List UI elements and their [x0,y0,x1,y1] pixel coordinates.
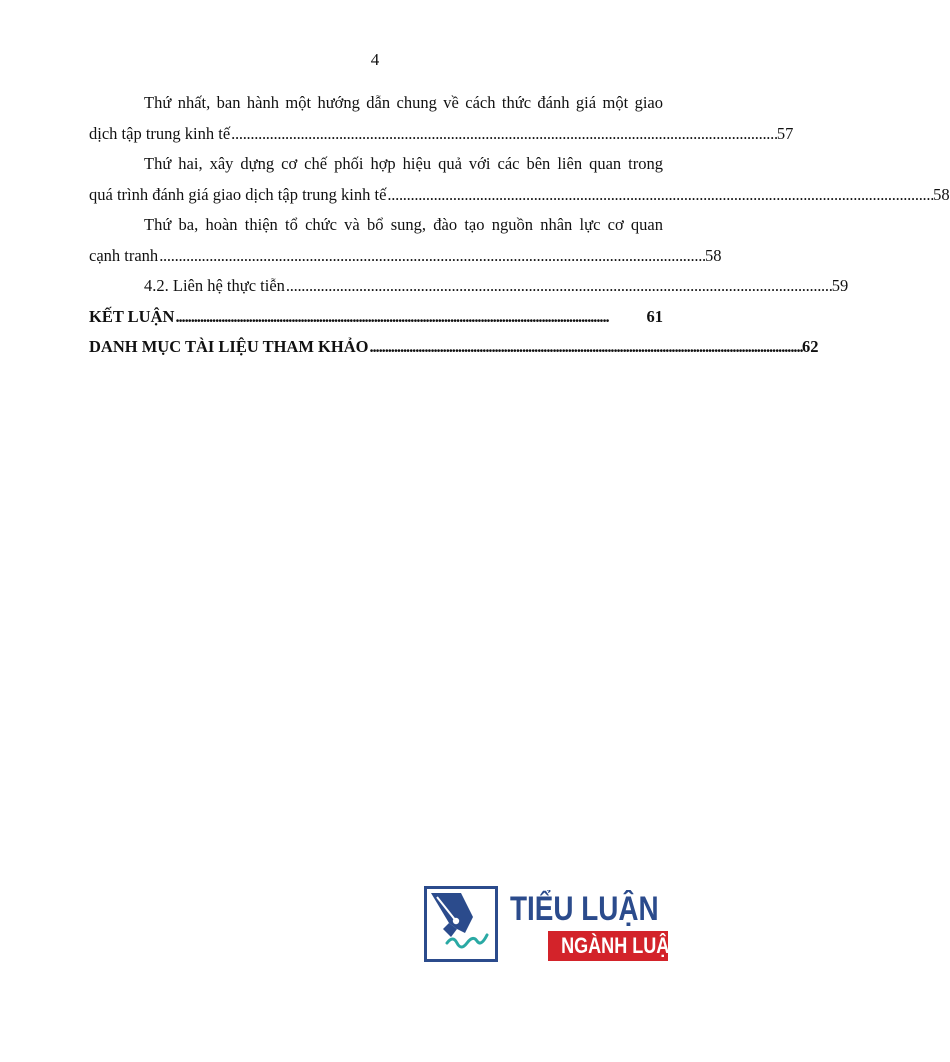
toc-entry[interactable] [89,271,849,302]
toc-entry[interactable] [89,88,794,149]
dot-leader [387,180,932,211]
logo-subtitle-text: NGÀNH LUẬT [561,933,681,958]
toc-page-number: 61 [646,306,663,326]
toc-entry[interactable] [89,302,663,333]
toc-entry-text: Thứ ba, hoàn thiện tổ chức và bổ sung, đào tạo nguồn nhân lực cơ quan [144,215,663,234]
toc-page-number: 62 [802,337,819,356]
toc-entry-text: Thứ hai, xây dựng cơ chế phối hợp hiệu quả với các bên liên quan trong [144,154,663,173]
site-logo [424,886,681,966]
toc-page-number: 58 [933,184,950,204]
toc-entry-text: Thứ nhất, ban hành một hướng dẫn chung về cách thức đánh giá một giao [144,93,663,112]
toc-entry-text: 4.2. Liên hệ thực tiễn [144,276,285,295]
logo-subtitle [548,931,681,961]
dot-leader [159,241,704,272]
toc-entry[interactable] [89,149,950,210]
fountain-pen-icon [424,886,498,962]
toc-entry-text: cạnh tranh [89,245,159,265]
toc-entry[interactable] [89,332,819,363]
logo-title: TIỂU LUẬN [510,890,659,928]
dot-leader [369,332,801,363]
dot-leader [231,119,776,150]
page-number: 4 [370,50,380,69]
toc-entry-text: dịch tập trung kinh tế [89,123,231,143]
dot-leader [286,271,831,302]
toc-page-number: 59 [831,276,849,295]
table-of-contents [89,88,950,363]
toc-page-number: 57 [776,123,794,143]
toc-entry-text: KẾT LUẬN [89,306,175,326]
toc-entry[interactable] [89,210,722,271]
toc-page-number: 58 [704,245,722,265]
toc-entry-text: DANH MỤC TÀI LIỆU THAM KHẢO [89,337,369,356]
dot-leader [175,302,645,333]
toc-entry-text: quá trình đánh giá giao dịch tập trung kinh tế [89,184,387,204]
